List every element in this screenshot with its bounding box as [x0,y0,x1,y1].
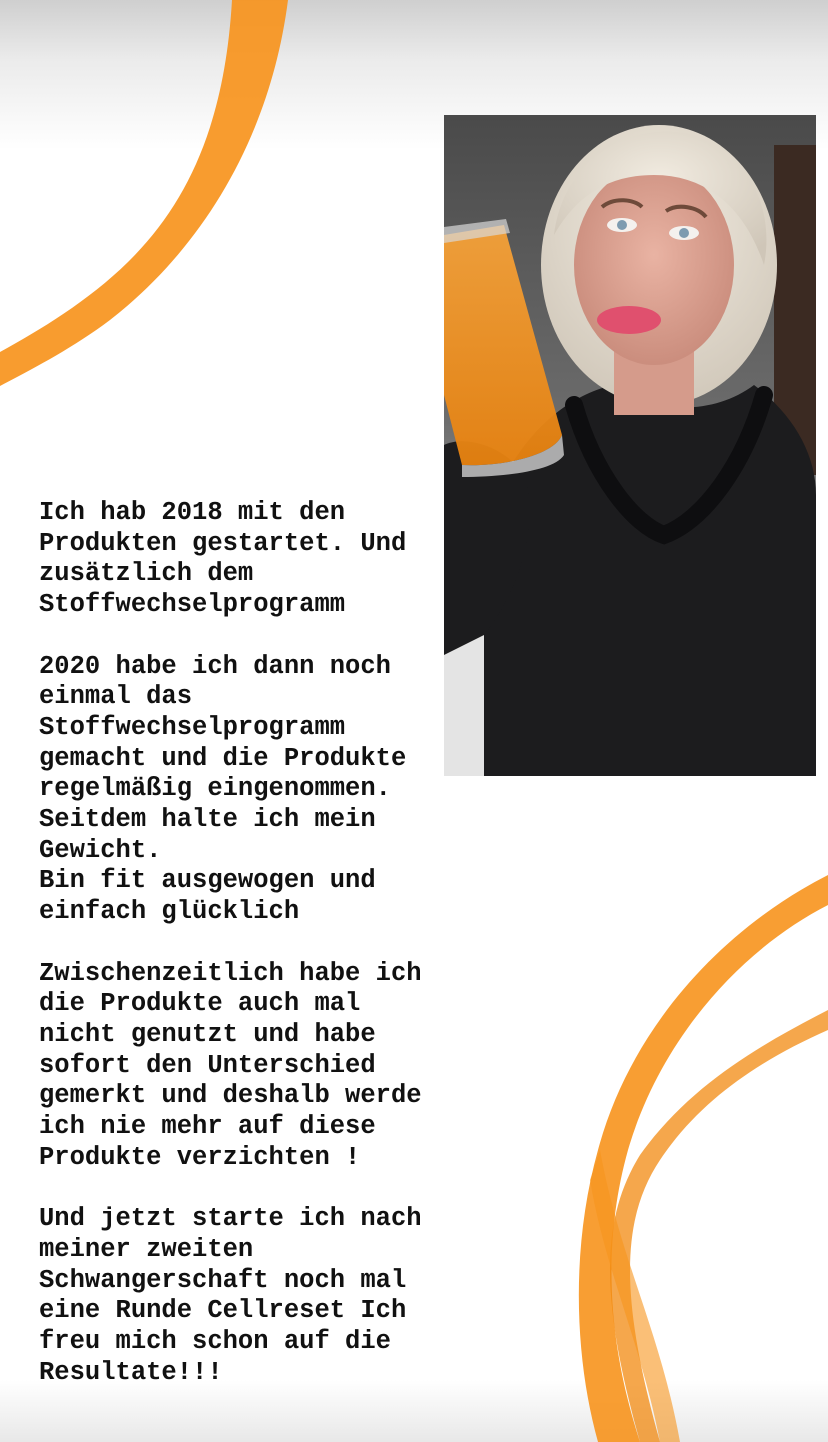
lips [597,306,661,334]
bottom-right-ribbon-wide [579,875,828,1442]
paragraph-3: Zwischenzeitlich habe ich die Produkte auch mal nicht genutzt und habe sofort den Unterschied gemerkt und deshalb werde ich nie mehr auf diese Produkte verzichten ! [39,958,422,1172]
profile-photo [444,115,816,776]
testimonial-text [39,498,459,1388]
paragraph-2: 2020 habe ich dann noch einmal das Stoffwechselprogramm gemacht und die Produkte regelmäßig eingenommen. Seitdem halte ich mein Gewicht. Bin fit ausgewogen und einfach glücklich [39,651,407,927]
top-left-ribbon [0,0,288,386]
face [574,165,734,365]
paragraph-1: Ich hab 2018 mit den Produkten gestartet. Und zusätzlich dem Stoffwechselprogramm [39,498,407,620]
paragraph-4: Und jetzt starte ich nach meiner zweiten Schwangerschaft noch mal eine Runde Cellreset Ich freu mich schon auf die Resultate!!! [39,1204,422,1387]
